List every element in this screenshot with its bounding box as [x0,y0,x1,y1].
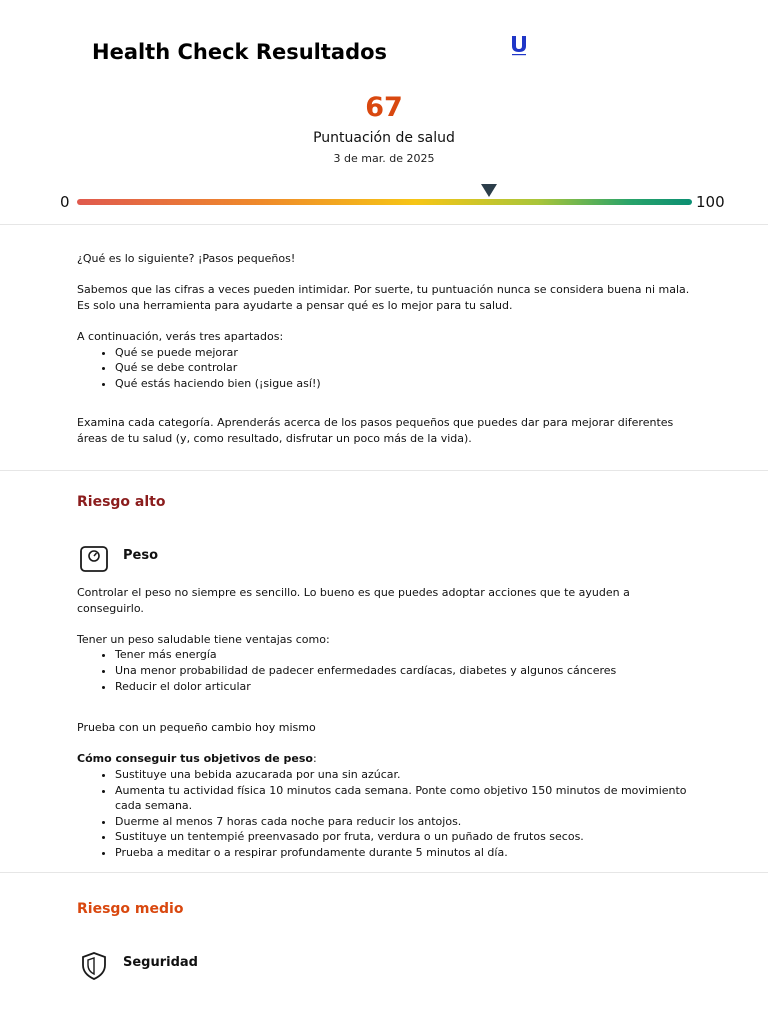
list-item: • Qué estás haciendo bien (¡sigue así!) [115,376,697,392]
benefits-list [115,647,697,694]
list-item: • Una menor probabilidad de padecer enfermedades cardíacas, diabetes y algunos cánceres [115,663,697,679]
unilever-logo-icon [509,35,529,57]
scale-icon [79,544,109,574]
health-score-value: 67 [365,92,403,123]
intro-list-heading: A continuación, verás tres apartados: [77,329,284,343]
list-item: • Qué se debe controlar [115,360,697,376]
intro-section [77,251,697,447]
shield-icon [79,951,109,981]
health-score-label: Puntuación de salud [313,130,455,146]
list-item: • Prueba a meditar o a respirar profundamente durante 5 minutos al día. [115,845,697,861]
medium-risk-title: Riesgo medio [77,901,184,917]
intro-paragraph: Sabemos que las cifras a veces pueden intimidar. Por suerte, tu puntuación nunca se considera buena ni mala. Es solo una herramienta para ayudarte a pensar qué es lo mejor para tu salud. [77,283,690,312]
benefits-heading: Tener un peso saludable tiene ventajas como: [77,632,330,646]
gauge-max-label: 100 [696,193,725,211]
intro-list [115,345,697,392]
intro-closing-paragraph: Examina cada categoría. Aprenderás acerca de los pasos pequeños que puedes dar para mejorar diferentes áreas de tu salud (y, como resultado, disfrutar un poco más de la vida). [77,416,674,445]
divider [0,872,768,873]
divider [0,224,768,225]
score-gauge-marker [481,184,497,197]
weight-section [77,585,697,861]
divider [0,470,768,471]
list-item: • Sustituye un tentempié preenvasado por fruta, verdura o un puñado de frutos secos. [115,829,697,845]
high-risk-title: Riesgo alto [77,494,166,510]
weight-paragraph: Controlar el peso no siempre es sencillo. Lo bueno es que puedes adoptar acciones que te ayuden a conseguirlo. [77,586,630,615]
health-score-date: 3 de mar. de 2025 [333,152,435,165]
gauge-min-label: 0 [60,193,70,211]
page-title: Health Check Resultados [92,40,388,64]
list-item: • Aumenta tu actividad física 10 minutos cada semana. Ponte como objetivo 150 minutos de movimiento cada semana. [115,783,697,814]
list-item: • Reducir el dolor articular [115,679,697,695]
goals-title: Cómo conseguir tus objetivos de peso [77,752,313,766]
score-gauge-bar [77,199,692,205]
category-label-peso: Peso [123,548,159,563]
goals-heading: Cómo conseguir tus objetivos de peso: [77,752,317,766]
category-label-seguridad: Seguridad [123,955,198,970]
list-item: • Qué se puede mejorar [115,345,697,361]
goals-list [115,767,697,861]
list-item: • Sustituye una bebida azucarada por una sin azúcar. [115,767,697,783]
list-item: • Duerme al menos 7 horas cada noche para reducir los antojos. [115,814,697,830]
intro-heading: ¿Qué es lo siguiente? ¡Pasos pequeños! [77,252,296,265]
list-item: • Tener más energía [115,647,697,663]
try-change-text: Prueba con un pequeño cambio hoy mismo [77,721,316,735]
